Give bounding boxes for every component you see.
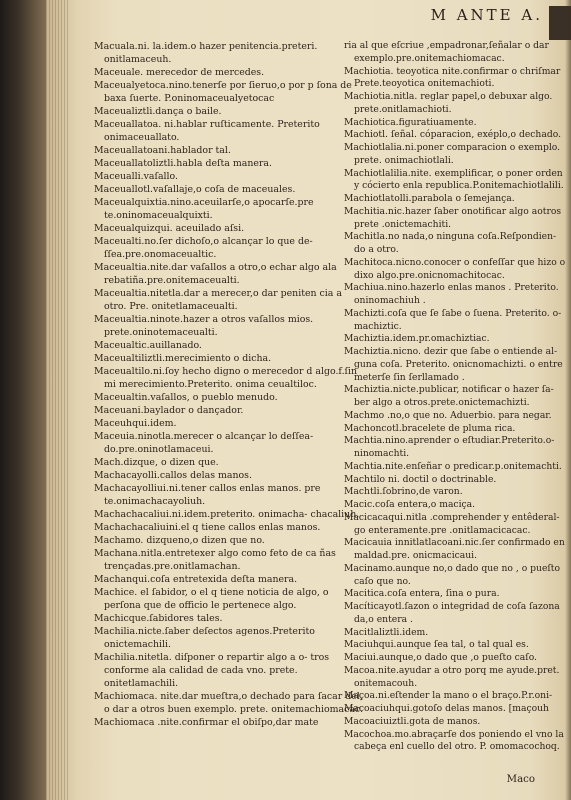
dictionary-entry: Maceualtia.nitetla.dar a merecer,o dar peniten cia a otro. Pre. onitetlamaceualti. — [94, 288, 342, 312]
dictionary-entry: Machoncotl.bracelete de pluma rica. — [344, 422, 516, 434]
dictionary-entry: Machacayolli.callos delas manos. — [94, 470, 252, 481]
dictionary-entry: Machitia.nic.hazer ſaber onotificar algo aotros prete .onictemachiti. — [344, 205, 562, 230]
dictionary-entry: Maceuallatoa. ni.hablar ruſticamente. Preterito onimaceuallato. — [94, 119, 320, 143]
dictionary-entry: Macicacaqui.nitla .comprehender y entêderal- go enteramente.pre .onitlamacicacac. — [344, 511, 560, 536]
dictionary-entry: Maceuallatoani.hablador tal. — [94, 145, 231, 156]
dictionary-entry: Maceualtia.ninote.hazer a otros vaſallos mios. prete.oninotemaceualti. — [94, 314, 314, 338]
dictionary-entry: Machtilo ni. doctil o doctrinable. — [344, 473, 497, 485]
dictionary-entry: Machitla.no nada,o ninguna coſa.Reſpondien- do a otro. — [344, 231, 557, 255]
dictionary-entry: Machilia.nitetla. diſponer o repartir algo a o- tros conforme ala calidad de cada vno. prete. onitetlamachili. — [94, 652, 330, 689]
dictionary-entry: Mach.dizque, o dizen que. — [94, 457, 219, 468]
dictionary-entry: Machiotica.figuratiuamente. — [344, 116, 477, 128]
book-spine — [0, 0, 52, 800]
dictionary-entry: Machitoca.nicno.conocer o confeſſar que hizo o dixo algo.pre.onicnomachitocac. — [344, 256, 566, 281]
dictionary-entry: Macitica.coſa entera, ſina o pura. — [344, 588, 500, 600]
dictionary-entry: Machice. el ſabidor, o el q tiene noticia de algo, o perſona que de officio le pertenece algo. — [94, 587, 329, 611]
dictionary-entry: Machtia.nite.enſeñar o predicar.p.onitemachti. — [344, 460, 562, 472]
dictionary-entry: Maceualiztli.dança o baile. — [94, 106, 222, 117]
dictionary-entry: Machiotl. ſeñal. cóparacion, exéplo,o dechado. — [344, 129, 561, 141]
dictionary-entry: Machiotlatolli.parabola o ſemejança. — [344, 193, 515, 204]
dictionary-entry: Machizti.coſa que ſe ſabe o ſuena. Preterito. o- machiztic. — [344, 307, 562, 332]
dictionary-entry: Machilia.nicte.ſaber deſectos agenos.Preterito onictemachili. — [94, 626, 315, 650]
dictionary-entry: Macoaciuhqui.gotoſo delas manos. [maçouh — [344, 703, 549, 714]
dictionary-entry: Machiotlalia.ni.poner comparacion o exemplo. prete. onimachiotlali. — [344, 142, 561, 166]
dictionary-entry: Machachacaliui.ni.idem.preterito. onimacha- chacaliuh. — [94, 509, 360, 520]
dictionary-entry: Machiotlalilia.nite. exemplificar, o poner orden y cócierto enla republica.P.onitemachiotlalili. — [344, 167, 564, 192]
dictionary-entry: Maceualtilo.ni.ſoy hecho digno o merecedor d algo.f.ſin mi merecimiento.Preterito. onima ceualtiloc. — [94, 366, 358, 390]
dictionary-entry: Maceualyetoca.nino.tenerſe por ſieruo,o por p ſona de baxa ſuerte. P.oninomaceualyetocac — [94, 80, 352, 104]
dictionary-entry: Macicauia innitlatlacoani.nic.ſer confirmado en maldad.pre. onicmacicaui. — [344, 537, 565, 561]
page-gutter-edge — [46, 0, 68, 800]
dictionary-entry: Maceuhqui.idem. — [94, 418, 177, 429]
running-head — [46, 6, 571, 28]
dictionary-entry: Machiomaca. nite.dar mueſtra,o dechado para ſacar del, o dar a otros buen exemplo. prete. onitemachiomacac. — [94, 691, 364, 715]
dictionary-entry: Machiztia.nicno. dezir que ſabe o entiende al- guna coſa. Preterito. onicnomachizti. o entre meterſe ſin ſerllamado . — [344, 346, 563, 383]
dictionary-entry: Maceuia.ninotla.merecer o alcançar lo deſſea- do.pre.oninotlamaceui. — [94, 431, 314, 455]
right-column — [344, 40, 566, 754]
dictionary-entry: Machachacaliuini.el q tiene callos enlas manos. — [94, 522, 321, 533]
dictionary-entry: Maceualquixtia.nino.aceuilarſe,o apocarſe.pre te.oninomaceualquixti. — [94, 197, 314, 221]
dictionary-entry: Macuala.ni. la.idem.o hazer penitencia.preteri. onitlamaceuh. — [94, 41, 318, 65]
dictionary-entry: Maceualquizqui. aceuilado aſsi. — [94, 223, 245, 234]
dictionary-entry: Macoa.nite.ayudar a otro porq me ayude.pret. onitemacouh. — [344, 664, 560, 689]
dictionary-entry: Machamo. dizqueno,o dizen que no. — [94, 535, 265, 546]
dictionary-entry: Machiztia.idem.pr.omachiztiac. — [344, 333, 490, 345]
dictionary-entry: Machiztia.nicte.publicar, notificar o hazer ſa- ber algo a otros.prete.onictemachizti. — [344, 384, 554, 408]
dictionary-entry: Macic.coſa entera,o maciça. — [344, 499, 476, 510]
dictionary-entry: Machiotia.nitla. reglar papel,o debuxar algo. prete.onitlamachioti. — [344, 91, 553, 115]
dictionary-entry: Maceuallatoliztli.habla deſta manera. — [94, 158, 272, 169]
dictionary-entry: Maceualli.vaſallo. — [94, 171, 178, 182]
dictionary-entry: Maciuhqui.aunque ſea tal, o tal qual es. — [344, 639, 529, 651]
dictionary-page — [46, 0, 571, 800]
dictionary-entry: Maciui.aunque,o dado que ,o pueſto caſo. — [344, 652, 537, 663]
dictionary-entry: Machana.nitla.entretexer algo como feto de ca ñas trençadas.pre.onitlamachan. — [94, 548, 336, 572]
dictionary-entry: Machtli.ſobrino,de varon. — [344, 486, 463, 498]
dictionary-entry: Maceualtia.nite.dar vaſallos a otro,o echar algo ala rebatiña.pre.onitemaceualti. — [94, 262, 337, 286]
dictionary-entry: Macoaciuiztli.gota de manos. — [344, 715, 481, 727]
catchword: Maco — [506, 774, 535, 785]
left-column — [94, 40, 364, 729]
running-title: M ANTE A. — [430, 6, 543, 24]
dictionary-entry: Maceuale. merecedor de mercedes. — [94, 67, 265, 78]
dictionary-entry: Maceualtiliztli.merecimiento o dicha. — [94, 353, 272, 364]
dictionary-entry: Machicque.ſabidores tales. — [94, 613, 223, 624]
dictionary-entry: Maceualtin.vaſallos, o pueblo menudo. — [94, 392, 278, 403]
dictionary-entry: Machmo .no,o que no. Aduerbio. para negar. — [344, 409, 552, 421]
dictionary-entry: Machacayolliui.ni.tener callos enlas manos. pre te.onimachacayoliuh. — [94, 483, 321, 507]
dictionary-entry: ria al que eſcriue ,empadronar,ſeñalar o dar exemplo.pre.onitemachiomacac. — [344, 40, 549, 64]
dictionary-entry: Machtia.nino.aprender o eſtudiar.Preterito.o- ninomachti. — [344, 435, 555, 459]
dictionary-entry: Macitlaliztli.idem. — [344, 626, 429, 638]
dictionary-entry: Machiotia. teoyotica nite.confirmar o chriſmar Prete.teoyotica onitemachioti. — [344, 65, 561, 90]
dictionary-entry: Machanqui.coſa entretexida deſta manera. — [94, 574, 298, 585]
dictionary-entry: Macíticayotl.ſazon o integridad de coſa ſazona da,o entera . — [344, 601, 560, 625]
dictionary-entry: Maceuani.baylador o dançador. — [94, 405, 244, 416]
dictionary-entry: Maceualtic.auillanado. — [94, 340, 202, 351]
dictionary-entry: Machiua.nino.hazerlo enlas manos . Preterito. oninomachiuh . — [344, 282, 559, 306]
page-right-edge — [565, 0, 571, 800]
dictionary-entry: Maçoa.ni.eſtender la mano o el braço.P.r.oni- — [344, 690, 553, 702]
dictionary-entry: Machiomaca .nite.confirmar el obiſpo,dar mate — [94, 717, 319, 728]
dictionary-entry: Macochoa.mo.abraçarſe dos poniendo el vno la cabeça enl cuello del otro. P. omomacochoq. — [344, 728, 564, 753]
dictionary-entry: Maceualti.no.ſer dichoſo,o alcançar lo que de- ſſea.pre.onomaceualtic. — [94, 236, 313, 260]
dictionary-entry: Maceuallotl.vaſallaje,o coſa de maceuales. — [94, 184, 296, 195]
dictionary-entry: Macinamo.aunque no,o dado que no , o pueſto caſo que no. — [344, 562, 561, 587]
